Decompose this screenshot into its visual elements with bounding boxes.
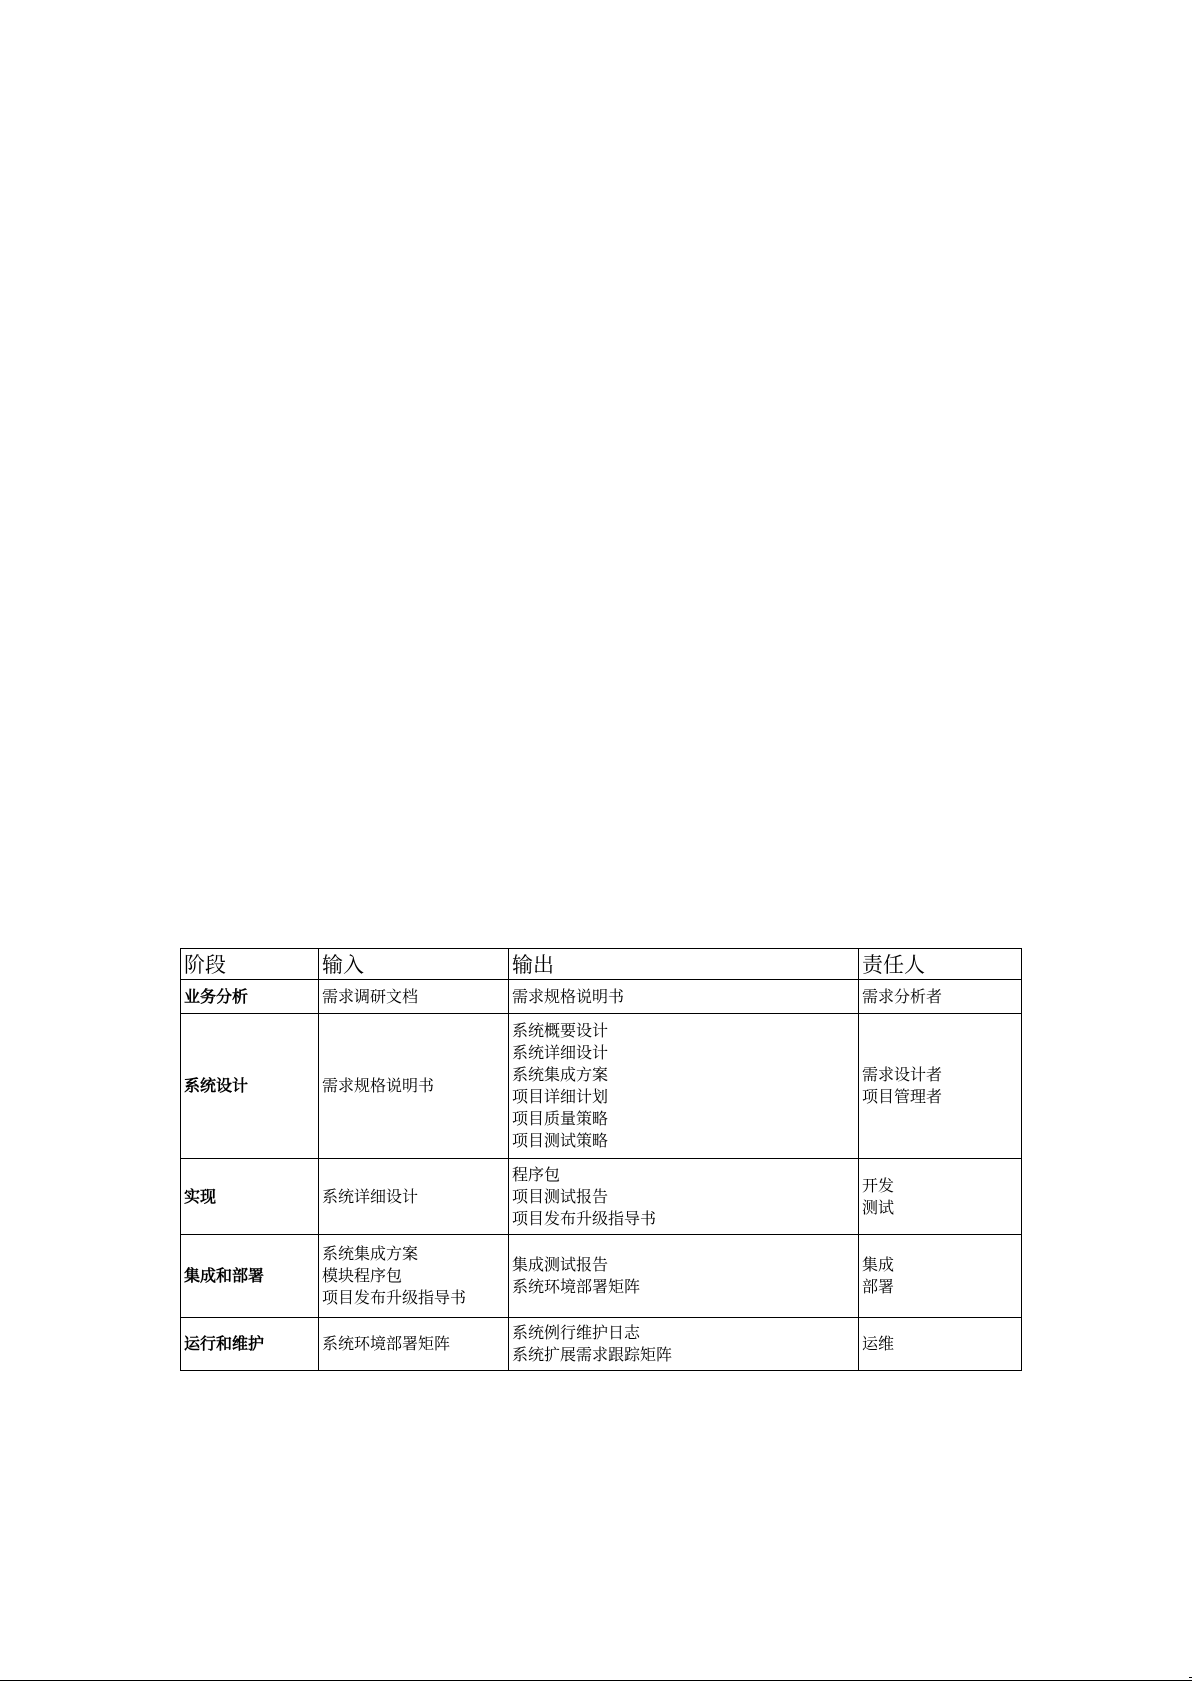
output-cell [509, 1235, 859, 1318]
input-item: 需求调研文档 [322, 986, 419, 1006]
output-item: 项目详细计划 [512, 1087, 609, 1106]
owner-item: 需求设计者 [862, 1065, 943, 1084]
table-row [181, 1318, 1022, 1371]
header-owner: 责任人 [859, 949, 1022, 980]
input-cell [319, 1235, 509, 1318]
output-item: 系统环境部署矩阵 [512, 1277, 641, 1296]
table-row [181, 980, 1022, 1014]
header-stage: 阶段 [181, 949, 319, 980]
input-cell [319, 1014, 509, 1159]
output-cell [509, 1318, 859, 1371]
owner-item: 项目管理者 [862, 1087, 943, 1106]
owner-item: 集成 [862, 1255, 895, 1274]
owner-cell [859, 980, 1022, 1014]
owner-item: 测试 [862, 1197, 895, 1217]
owner-cell [859, 1014, 1022, 1159]
output-cell [509, 1159, 859, 1235]
stage-cell: 系统设计 [181, 1014, 319, 1159]
input-item: 模块程序包 [322, 1266, 403, 1285]
output-item: 项目质量策略 [512, 1109, 609, 1128]
output-item: 系统例行维护日志 [512, 1323, 641, 1342]
input-item: 项目发布升级指导书 [322, 1288, 467, 1307]
stage-cell: 集成和部署 [181, 1235, 319, 1318]
input-item: 系统环境部署矩阵 [322, 1334, 451, 1353]
stage-cell: 运行和维护 [181, 1318, 319, 1371]
output-item: 系统集成方案 [512, 1065, 609, 1084]
input-item: 系统详细设计 [322, 1186, 419, 1206]
page-bottom-rule [0, 1680, 1192, 1681]
table-row [181, 1014, 1022, 1159]
table-row [181, 1159, 1022, 1235]
stage-cell: 业务分析 [181, 980, 319, 1014]
stage-cell: 实现 [181, 1159, 319, 1235]
header-output: 输出 [509, 949, 859, 980]
output-item: 系统详细设计 [512, 1043, 609, 1062]
output-item: 项目发布升级指导书 [512, 1208, 657, 1228]
owner-item: 需求分析者 [862, 986, 943, 1006]
input-item: 系统集成方案 [322, 1244, 419, 1263]
header-input: 输入 [319, 949, 509, 980]
input-cell [319, 1159, 509, 1235]
owner-item: 运维 [862, 1334, 895, 1353]
phase-table [180, 948, 1022, 1371]
table-header-row [181, 949, 1022, 980]
owner-cell [859, 1159, 1022, 1235]
owner-cell [859, 1318, 1022, 1371]
output-cell [509, 980, 859, 1014]
output-item: 程序包 [512, 1164, 561, 1184]
output-item: 系统概要设计 [512, 1021, 609, 1040]
output-item: 项目测试报告 [512, 1186, 609, 1206]
output-item: 系统扩展需求跟踪矩阵 [512, 1345, 673, 1364]
input-cell [319, 980, 509, 1014]
input-cell [319, 1318, 509, 1371]
table-row [181, 1235, 1022, 1318]
owner-cell [859, 1235, 1022, 1318]
owner-item: 部署 [862, 1277, 895, 1296]
output-item: 项目测试策略 [512, 1131, 609, 1150]
owner-item: 开发 [862, 1175, 895, 1195]
input-item: 需求规格说明书 [322, 1076, 435, 1095]
output-cell [509, 1014, 859, 1159]
output-item: 需求规格说明书 [512, 986, 625, 1006]
output-item: 集成测试报告 [512, 1255, 609, 1274]
